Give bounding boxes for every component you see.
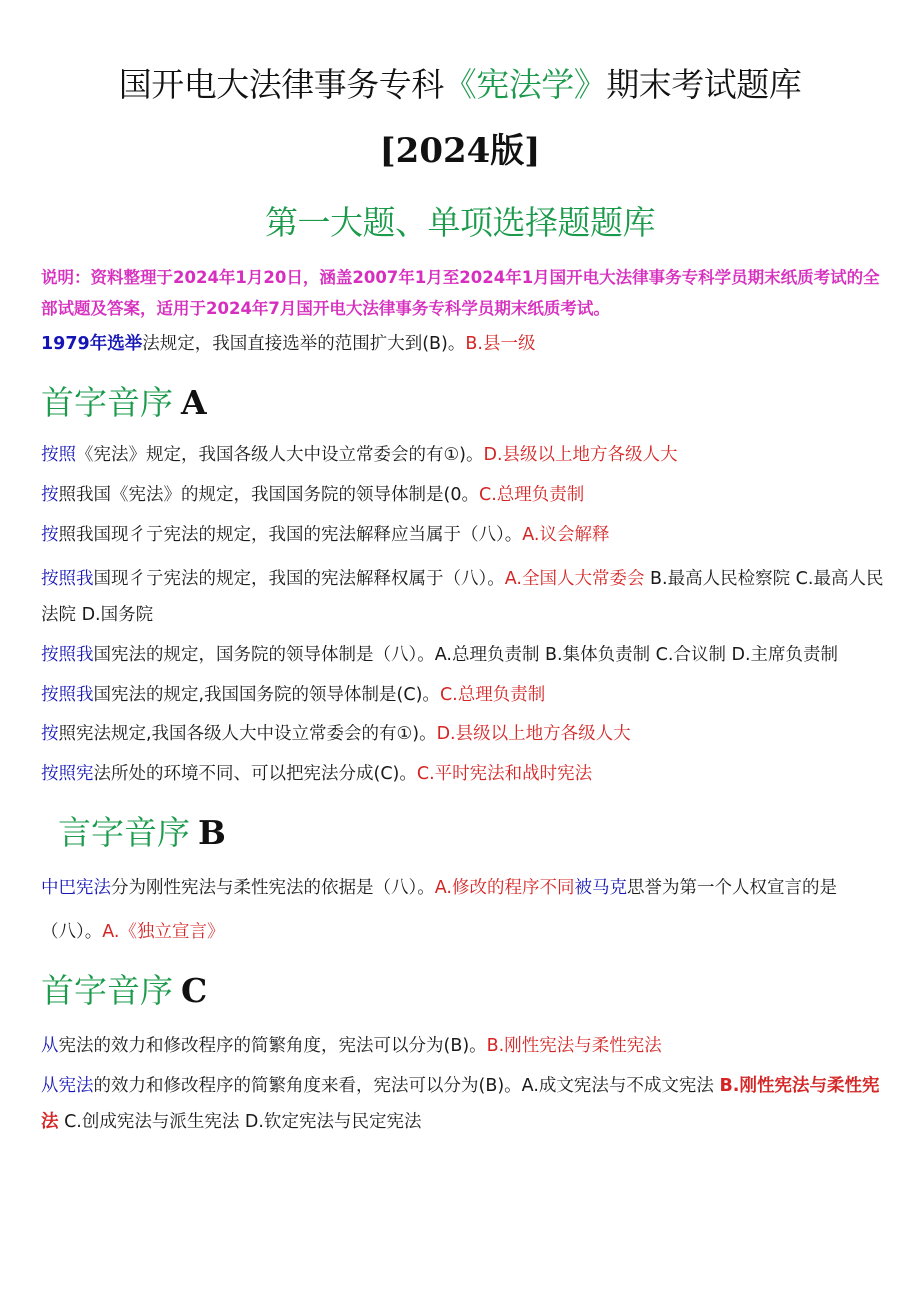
question-item: [41, 1028, 886, 1064]
options-text: C.创成宪法与派生宪法 D.钦定宪法与民定宪法: [58, 1112, 422, 1132]
section-heading-c: [41, 968, 207, 1014]
answer-text: B.县一级: [465, 334, 536, 354]
keyword: 按: [41, 525, 59, 545]
answer-text: A.《独立宣言》: [102, 922, 225, 942]
keyword: 按照我: [41, 645, 94, 665]
answer-text: A.全国人大常委会: [504, 569, 645, 589]
keyword: 1979年选举: [41, 334, 143, 354]
document-title: [0, 62, 920, 108]
question-item: [41, 561, 886, 633]
section-heading-a: [41, 380, 207, 426]
question-text: 的效力和修改程序的简繁角度来看，宪法可以分为(B)。A.成文宪法与不成文宪法: [93, 1076, 720, 1096]
question-text: 分为刚性宪法与柔性宪法的依据是（八）。: [111, 878, 435, 898]
heading-label: 首字音序: [41, 383, 173, 422]
question-item: [41, 477, 886, 513]
heading-letter: C: [181, 971, 208, 1010]
keyword: 按: [41, 485, 59, 505]
question-item: [41, 1068, 886, 1140]
question-text: 法规定，我国直接选举的范围扩大到(B)。: [142, 334, 466, 354]
answer-text: D.县级以上地方各级人大: [436, 724, 631, 744]
question-text: 《宪法》规定，我国各级人大中设立常委会的有①)。: [76, 445, 484, 465]
answer-text: C.总理负责制: [439, 685, 546, 705]
question-text: 照我国《宪法》的规定，我国国务院的领导体制是(0。: [58, 485, 479, 505]
question-item: [41, 716, 886, 752]
answer-text: A.议会解释: [522, 525, 610, 545]
edition-label: [2024版]: [379, 131, 541, 171]
keyword: 从宪法: [41, 1076, 94, 1096]
title-suffix: 期末考试题库: [606, 65, 802, 104]
answer-text: B.刚性宪法与柔性宪法: [41, 1076, 880, 1132]
question-text: 照宪法规定,我国各级人大中设立常委会的有①)。: [58, 724, 437, 744]
title-prefix: 国开电大法律事务专科: [118, 65, 444, 104]
title-highlight: 《宪法学》: [443, 65, 607, 104]
keyword: 按照: [41, 445, 76, 465]
heading-letter: B: [198, 813, 226, 852]
answer-text: C.平时宪法和战时宪法: [416, 764, 593, 784]
question-item: [41, 677, 886, 713]
question-text: 思誉为第一个人权宣言的是（八）。: [41, 878, 837, 942]
question-text: 国宪法的规定，国务院的领导体制是（八）。A.总理负责制 B.集体负责制 C.合议制 D.主席负责制: [93, 645, 839, 665]
keyword: 按: [41, 724, 59, 744]
question-text: 法所处的环境不同、可以把宪法分成(C)。: [93, 764, 417, 784]
answer-text: D.县级以上地方各级人大: [483, 445, 678, 465]
keyword: 按照我: [41, 569, 94, 589]
question-item: [41, 517, 886, 553]
question-item: [41, 756, 886, 792]
question-item: [41, 437, 886, 473]
heading-label: 首字音序: [41, 971, 173, 1010]
section-heading-b: [58, 810, 226, 856]
answer-text: B.刚性宪法与柔性宪法: [486, 1036, 662, 1056]
options-text: B.最高人民检察院 C.最高人民法院 D.国务院: [41, 569, 884, 625]
question-text: 国现彳亍宪法的规定，我国的宪法解释权属于（八）。: [93, 569, 505, 589]
question-text: 国宪法的规定,我国国务院的领导体制是(C)。: [93, 685, 440, 705]
section-title: 第一大题、单项选择题题库: [265, 203, 655, 242]
heading-letter: A: [181, 383, 207, 422]
heading-label: 言字音序: [58, 813, 190, 852]
keyword: 中巴宪法: [41, 878, 111, 898]
description-note: 说明：资料整理于2024年1月20日，涵盖2007年1月至2024年1月国开电大法律事务专科学员期末纸质考试的全部试题及答案，适用于2024年7月国开电大法律事务专科学员期末纸质考试。: [41, 268, 880, 318]
question-item: [41, 637, 886, 673]
answer-text: C.总理负责制: [478, 485, 585, 505]
question-text: 照我国现彳亍宪法的规定，我国的宪法解释应当属于（八）。: [58, 525, 523, 545]
question-item: [41, 326, 886, 362]
keyword: 被马克: [574, 878, 627, 898]
keyword: 按照宪: [41, 764, 94, 784]
keyword: 按照我: [41, 685, 94, 705]
question-item: [41, 866, 886, 954]
answer-text: A.修改的程序不同: [434, 878, 575, 898]
question-text: 宪法的效力和修改程序的简繁角度，宪法可以分为(B)。: [58, 1036, 487, 1056]
keyword: 从: [41, 1036, 59, 1056]
